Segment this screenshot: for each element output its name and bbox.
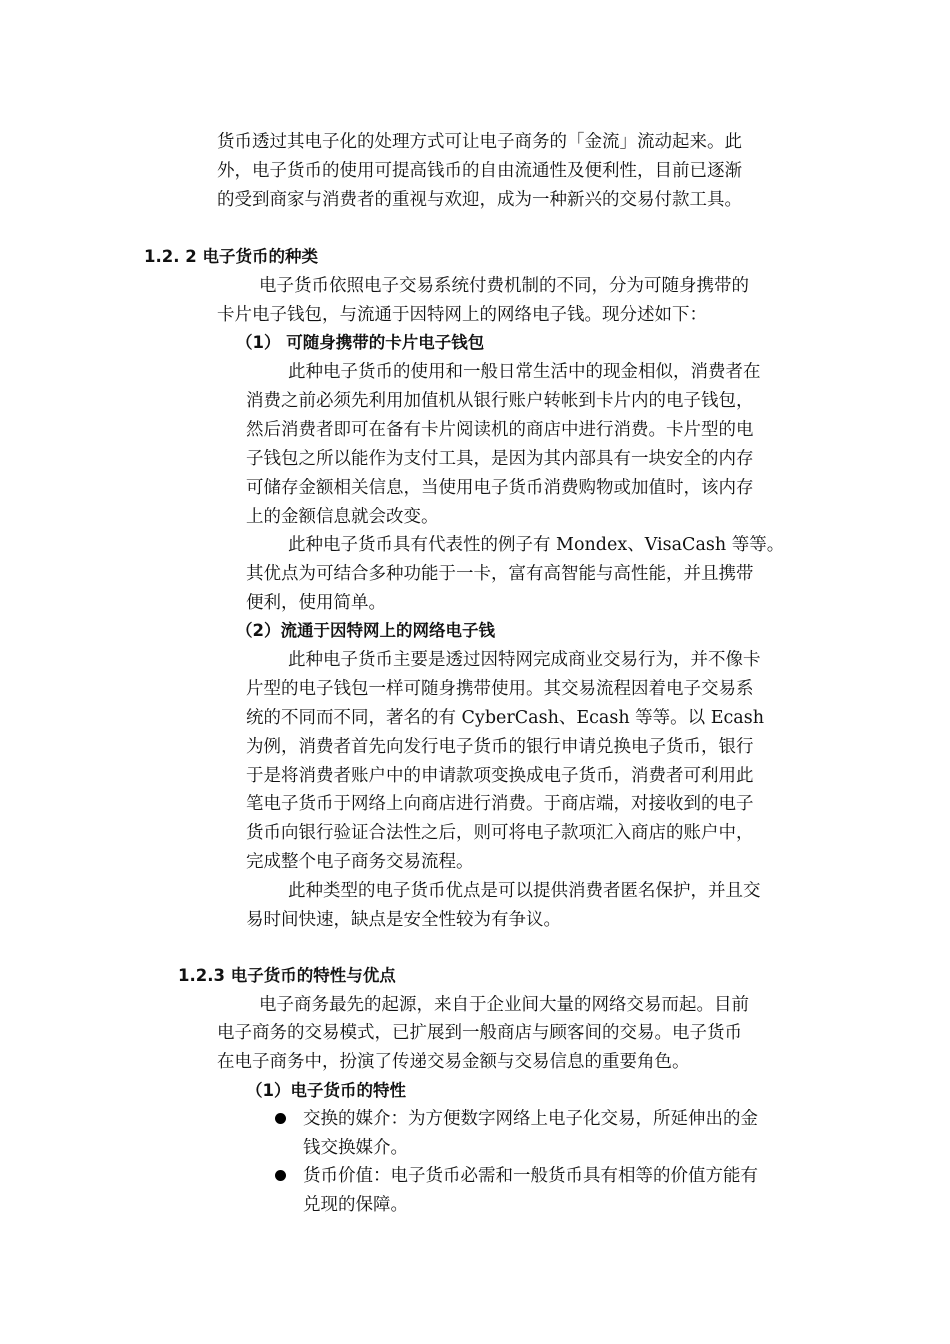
s122-sub1-p1-line-5: 可储存金额相关信息，当使用电子货币消费购物或加值时，该内存 [246,478,754,498]
s122-sub2-p1-line-5: 于是将消费者账户中的申请款项变换成电子货币，消费者可利用此 [246,766,754,786]
bullet-1-line-2: 钱交换媒介。 [303,1138,408,1158]
s122-sub2-heading: （2）流通于因特网上的网络电子钱 [236,621,495,640]
intro-line-1: 货币透过其电子化的处理方式可让电子商务的「金流」流动起来。此 [217,132,742,152]
s123-p1-line-1: 电子商务最先的起源，来自于企业间大量的网络交易而起。目前 [259,995,749,1015]
s123-p1-line-2: 电子商务的交易模式，已扩展到一般商店与顾客间的交易。电子货币 [217,1023,742,1043]
s122-sub2-p1-line-6: 笔电子货币于网络上向商店进行消费。于商店端，对接收到的电子 [246,794,754,814]
s122-p1-line-1: 电子货币依照电子交易系统付费机制的不同，分为可随身携带的 [259,276,749,296]
bullet-2-line-1: 货币价值：电子货币必需和一般货币具有相等的价值方能有 [303,1166,758,1186]
s122-sub1-p2-line-2: 其优点为可结合多种功能于一卡，富有高智能与高性能，并且携带 [246,564,754,584]
s122-sub1-p1-line-3: 然后消费者即可在备有卡片阅读机的商店中进行消费。卡片型的电 [246,420,754,440]
s123-p1-line-3: 在电子商务中，扮演了传递交易金额与交易信息的重要角色。 [217,1052,690,1072]
s122-p1-line-2: 卡片电子钱包，与流通于因特网上的网络电子钱。现分述如下： [217,305,707,325]
section-1-2-2-heading: 1.2. 2 电子货币的种类 [144,247,318,266]
s122-sub2-p2-line-1: 此种类型的电子货币优点是可以提供消费者匿名保护，并且交 [288,881,761,901]
s122-sub1-p1-line-1: 此种电子货币的使用和一般日常生活中的现金相似，消费者在 [288,362,761,382]
s122-sub2-p1-line-3: 统的不同而不同，著名的有 CyberCash、Ecash 等等。以 Ecash [246,708,764,728]
s122-sub1-heading: （1） 可随身携带的卡片电子钱包 [236,333,485,352]
bullet-icon [275,1113,286,1124]
section-1-2-3-heading: 1.2.3 电子货币的特性与优点 [178,966,396,985]
bullet-1-line-1: 交换的媒介：为方便数字网络上电子化交易，所延伸出的金 [303,1109,758,1129]
s122-sub2-p2-line-2: 易时间快速，缺点是安全性较为有争议。 [246,910,561,930]
s122-sub1-p2-line-3: 便利，使用简单。 [246,593,386,613]
intro-line-2: 外，电子货币的使用可提高钱币的自由流通性及便利性，目前已逐渐 [217,161,742,181]
intro-line-3: 的受到商家与消费者的重视与欢迎，成为一种新兴的交易付款工具。 [217,190,742,210]
s122-sub1-p1-line-6: 上的金额信息就会改变。 [246,507,439,527]
bullet-icon [275,1170,286,1181]
s123-sub1-heading: （1）电子货币的特性 [246,1081,406,1100]
bullet-2-line-2: 兑现的保障。 [303,1195,408,1215]
s122-sub2-p1-line-8: 完成整个电子商务交易流程。 [246,852,474,872]
s122-sub2-p1-line-1: 此种电子货币主要是透过因特网完成商业交易行为，并不像卡 [288,650,761,670]
s122-sub1-p1-line-2: 消费之前必须先利用加值机从银行账户转帐到卡片内的电子钱包， [246,391,754,411]
s122-sub2-p1-line-4: 为例，消费者首先向发行电子货币的银行申请兑换电子货币，银行 [246,737,754,757]
s122-sub1-p1-line-4: 子钱包之所以能作为支付工具，是因为其内部具有一块安全的内存 [246,449,754,469]
s122-sub1-p2-line-1: 此种电子货币具有代表性的例子有 Mondex、VisaCash 等等。 [288,535,785,555]
s122-sub2-p1-line-7: 货币向银行验证合法性之后，则可将电子款项汇入商店的账户中， [246,823,754,843]
s122-sub2-p1-line-2: 片型的电子钱包一样可随身携带使用。其交易流程因着电子交易系 [246,679,754,699]
